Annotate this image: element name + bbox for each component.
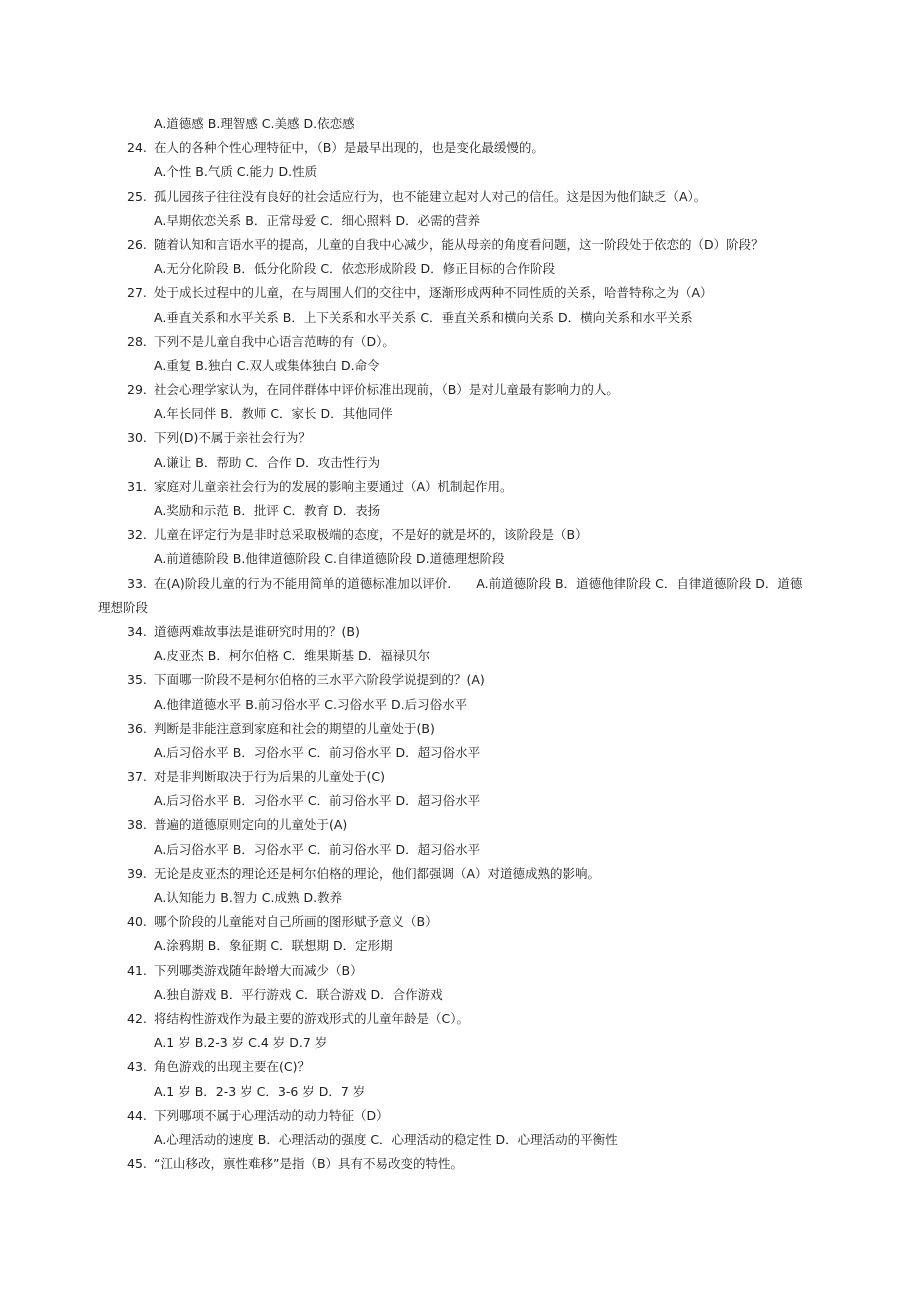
question-number: 42. (127, 1010, 147, 1026)
question-number: 30. (127, 430, 147, 446)
question-line (0, 862, 920, 886)
question-number: 39. (127, 865, 147, 881)
question-text: 无论是皮亚杰的理论还是柯尔伯格的理论，他们都强调（A）对道德成熟的影响。 (154, 865, 601, 881)
question-number: 36. (127, 720, 147, 736)
question-number: 32. (127, 527, 147, 543)
question-number: 27. (127, 285, 147, 301)
question-number: 31. (127, 478, 147, 494)
answer-options: A.认知能力 B.智力 C.成熟 D.教养 (154, 890, 343, 905)
question-line (0, 765, 920, 789)
answer-options: A.道德感 B.理智感 C.美感 D.依恋感 (154, 116, 355, 131)
answer-options: A.谦让 B．帮助 C．合作 D．攻击性行为 (154, 454, 381, 470)
question-line (0, 475, 920, 499)
question-number: 26. (127, 236, 147, 252)
question-number: 41. (127, 962, 147, 978)
question-text: 下列哪项不属于心理活动的动力特征（D） (154, 1107, 389, 1123)
question-number: 29. (127, 382, 147, 398)
question-number: 35. (127, 672, 147, 688)
question-text: 普遍的道德原则定向的儿童处于(A) (154, 817, 348, 833)
question-continuation: 理想阶段 (98, 599, 149, 615)
answer-options: A.心理活动的速度 B．心理活动的强度 C．心理活动的稳定性 D．心理活动的平衡性 (154, 1131, 618, 1147)
question-number: 45. (127, 1156, 147, 1172)
question-line (0, 620, 920, 644)
question-line (0, 1104, 920, 1128)
question-line (0, 378, 920, 402)
question-line (0, 185, 920, 209)
question-text: 角色游戏的出现主要在(C)？ (154, 1059, 310, 1075)
answer-options: A.早期依恋关系 B．正常母爱 C．细心照料 D．必需的营养 (154, 212, 481, 228)
question-text: 儿童在评定行为是非时总采取极端的态度，不是好的就是坏的，该阶段是（B） (154, 527, 588, 543)
question-line (0, 523, 920, 547)
answer-options: A.前道德阶段 B.他律道德阶段 C.自律道德阶段 D.道德理想阶段 (154, 551, 505, 567)
answer-options: A.重复 B.独白 C.双人或集体独白 D.命令 (154, 357, 380, 373)
answer-options: A.个性 B.气质 C.能力 D.性质 (154, 164, 318, 180)
answer-options: A.1 岁 B.2-3 岁 C.4 岁 D.7 岁 (154, 1035, 328, 1051)
question-text: 孤儿园孩子往往没有良好的社会适应行为，也不能建立起对人对己的信任。这是因为他们缺乏（A）。 (154, 188, 707, 204)
question-text: 下列哪类游戏随年龄增大而减少（B） (154, 962, 363, 978)
question-line (0, 1152, 920, 1176)
question-number: 44. (127, 1107, 147, 1123)
answer-options: A.无分化阶段 B．低分化阶段 C．依恋形成阶段 D．修正目标的合作阶段 (154, 261, 556, 277)
question-line (0, 813, 920, 837)
question-line (0, 959, 920, 983)
question-line (0, 572, 837, 596)
question-number: 38. (127, 817, 147, 833)
answer-options: A.涂鸦期 B．象征期 C．联想期 D．定形期 (154, 938, 393, 954)
question-number: 28. (127, 333, 147, 349)
question-line (0, 281, 920, 305)
question-text: 判断是非能注意到家庭和社会的期望的儿童处于(B) (154, 720, 435, 736)
question-text: 随着认知和言语水平的提高，儿童的自我中心减少，能从母亲的角度看问题，这一阶段处于依恋的（D）阶段？ (154, 236, 764, 252)
answer-options: A.奖励和示范 B．批评 C．教育 D．表扬 (154, 503, 381, 518)
question-text: 处于成长过程中的儿童，在与周围人们的交往中，逐渐形成两种不同性质的关系，哈普特称之为（A） (154, 285, 713, 301)
question-text: 道德两难故事法是谁研究时用的？(B) (154, 623, 360, 639)
question-number: 37. (127, 769, 147, 785)
answer-options: A.1 岁 B．2-3 岁 C．3-6 岁 D．7 岁 (154, 1083, 366, 1099)
answer-options: A.独自游戏 B．平行游戏 C．联合游戏 D．合作游戏 (154, 986, 443, 1002)
question-line (0, 136, 920, 160)
question-line (0, 1055, 920, 1079)
question-text: 在人的各种个性心理特征中，（B）是最早出现的，也是变化最缓慢的。 (154, 140, 544, 156)
question-number: 24. (127, 140, 147, 156)
document-body (0, 112, 920, 1176)
question-text: 下列(D)不属于亲社会行为？ (154, 430, 311, 446)
question-text: 将结构性游戏作为最主要的游戏形式的儿童年龄是（C）。 (154, 1010, 469, 1026)
answer-options: A.垂直关系和水平关系 B．上下关系和水平关系 C．垂直关系和横向关系 D．横向关系和水平关系 (154, 309, 693, 325)
question-number: 43. (127, 1059, 147, 1075)
question-text: 对是非判断取决于行为后果的儿童处于(C) (154, 769, 385, 785)
answer-options: A.皮亚杰 B．柯尔伯格 C．维果斯基 D．福禄贝尔 (154, 648, 431, 664)
answer-options: A.年长同伴 B．教师 C．家长 D．其他同伴 (154, 406, 393, 422)
question-text: 下面哪一阶段不是柯尔伯格的三水平六阶段学说提到的？(A) (154, 672, 485, 688)
question-line (0, 910, 920, 934)
question-text: 社会心理学家认为，在同伴群体中评价标准出现前，（B）是对儿童最有影响力的人。 (154, 382, 619, 398)
answer-options: A.后习俗水平 B．习俗水平 C．前习俗水平 D．超习俗水平 (154, 744, 481, 760)
question-text: 哪个阶段的儿童能对自己所画的图形赋予意义（B） (154, 914, 438, 930)
question-text: 下列不是儿童自我中心语言范畴的有（D）。 (154, 333, 395, 349)
question-line (0, 1007, 920, 1031)
question-number: 40. (127, 914, 147, 930)
question-text: “江山移改，禀性难移”是指（B）具有不易改变的特性。 (154, 1156, 464, 1172)
question-text: 在(A)阶段儿童的行为不能用简单的道德标准加以评价. A.前道德阶段 B．道德他律阶段 C．自律道德阶段 D．道德 (154, 575, 803, 591)
question-number: 33. (127, 575, 147, 591)
answer-options: A.他律道德水平 B.前习俗水平 C.习俗水平 D.后习俗水平 (154, 696, 468, 712)
answer-options: A.后习俗水平 B．习俗水平 C．前习俗水平 D．超习俗水平 (154, 841, 481, 857)
question-line (0, 668, 920, 692)
question-text: 家庭对儿童亲社会行为的发展的影响主要通过（A）机制起作用。 (154, 478, 513, 494)
question-line (0, 233, 920, 257)
answer-options: A.后习俗水平 B．习俗水平 C．前习俗水平 D．超习俗水平 (154, 793, 481, 809)
question-number: 34. (127, 623, 147, 639)
question-line (0, 330, 920, 354)
question-line (0, 426, 920, 450)
question-number: 25. (127, 188, 147, 204)
question-line (0, 717, 920, 741)
